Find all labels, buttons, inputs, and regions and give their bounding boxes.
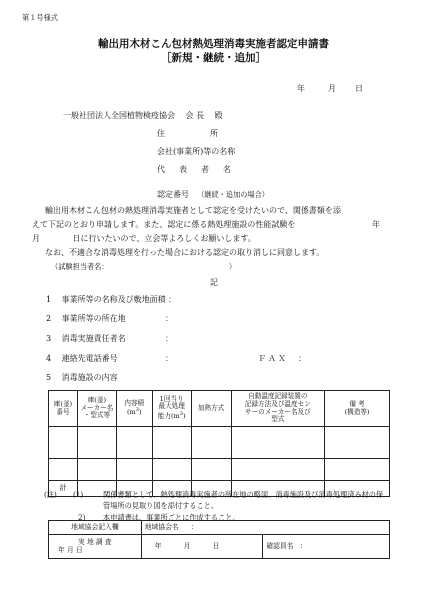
header-max-capacity-unit-a: 能力(m [157,412,180,421]
header-recorder-l3: サーのメーカー名及び [244,407,311,416]
cert-number-label: 認定番号 [157,190,189,199]
date-day-label: 日 [355,84,363,93]
inspection-day: 日 [212,541,220,550]
body-line-2: えて下記のとおり申請します。また、認定に係る熱処理施設の性能試験を [32,220,296,229]
contact-person [51,262,236,272]
cert-number-note: （継続・追加の場合） [197,190,269,199]
confirmer-label: 確認員名 [266,541,294,550]
item-3-number: 3 [46,334,52,343]
fax-label: ＦＡＸ [258,354,288,363]
recipient [63,110,223,121]
item-4-number: 4 [46,354,52,363]
item-1-number: 1 [46,295,52,304]
body-line-3-rest: 日に行いたいので、立会等よろしくお願いします。 [72,234,256,243]
recipient-org: 一般社団法人全国植物検疫協会 [63,111,175,120]
header-heating-method [191,391,231,427]
cell-remarks-2[interactable] [325,459,390,481]
cell-recorder[interactable] [231,427,325,459]
date-year-label: 年 [297,84,305,93]
header-volume [116,391,152,427]
item-5-label: 消毒施設の内容 [61,373,118,382]
header-chamber-number-l1: 庫(釜) [53,399,73,408]
item-3 [46,333,126,344]
cell-recorder-2[interactable] [231,459,325,481]
association-name-separator: ： [190,522,198,531]
header-volume-unit-sup: 3 [135,407,139,414]
facility-entry-row [49,427,390,459]
header-chamber-number [49,391,78,427]
inspection-year: 年 [154,541,162,550]
header-recorder-l2: 記録方法及び温度セン [244,399,311,408]
header-volume-l1: 内容積 [124,398,145,407]
header-volume-unit [117,407,152,417]
confirmer-separator: ： [299,541,307,550]
inspection-label-line-1: 実 地 調 査 [78,537,112,546]
item-2 [46,313,126,324]
association-name-cell[interactable] [141,521,389,535]
item-5-number: 5 [46,373,52,382]
header-max-capacity [152,391,191,427]
inspection-date-cell[interactable] [141,535,263,559]
inspection-label-line-2: 年 月 日 [58,545,83,554]
item-4 [46,353,118,364]
cell-chamber-number[interactable] [49,427,78,459]
cell-chamber-number-2[interactable] [49,459,78,481]
date-month-label: 月 [328,84,336,93]
header-recorder [231,391,325,427]
total-label: 計 [49,481,78,497]
note-1-line-1: 関係書類として、熱処理消毒実施者の所在地の略図、消毒施設及び消毒処理済み材の保 [103,490,384,499]
body-line-3 [32,233,256,244]
cell-remarks[interactable] [325,427,390,459]
association-field-label: 地域協会記入欄 [49,521,142,535]
header-heating-method-l1: 加熱方式 [197,403,225,412]
note-1-line-2: 管場所の見取り図を添付すること。 [103,501,219,510]
cell-max-capacity[interactable] [152,427,191,459]
header-chamber-number-l2: 番号 [56,407,70,416]
body-line-4: なお、不適合な消毒処理を行った場合における認定の取り消しに同意します。 [45,248,325,257]
item-3-label: 消毒実施責任者名 [61,334,126,343]
ki-heading: 記 [210,278,218,287]
header-maker-model-l2: メーカー名 [80,403,114,412]
applicant-address-label: 住所 [157,129,263,138]
header-maker-model-l1: 庫(釜) [87,395,107,404]
header-maker-model-l3: ・型式等 [83,411,111,420]
inspection-date-label [49,535,142,559]
note-2-text: 本申請書は、事業所ごとに作成すること。 [103,513,240,522]
facility-entry-row-2 [49,459,390,481]
applicant-representative-label: 代表者名 [157,165,245,174]
note-1-number: (1) [73,490,84,499]
header-volume-unit-a: (m [126,408,136,417]
applicant-cert-number [157,182,269,201]
body-line-3-month: 月 [32,234,40,243]
note-2-number: 2) [78,513,86,522]
item-1-label: 事業所等の名称及び敷地面積 ： [61,295,177,304]
item-5 [46,372,118,383]
header-max-capacity-l2: 最大処理 [158,402,185,411]
cell-maker-model[interactable] [77,427,116,459]
header-remarks-l1: 備 考 [349,399,365,408]
item-1 [46,294,176,305]
association-name-label: 地域協会名 [144,522,179,531]
contact-label: （試験担当者名： [51,262,109,271]
association-row-1 [49,521,390,535]
recipient-role: 会 長 [185,111,205,120]
body-line-2-year: 年 [372,220,380,229]
item-2-label: 事業所等の所在地 [61,314,126,323]
document-title: 輸出用木材こん包材熱処理消毒実施者認定申請書 [98,38,329,50]
cell-heating-method[interactable] [191,427,231,459]
cell-maker-model-2[interactable] [77,459,116,481]
application-type: ［新規・継続・追加］ [161,52,266,64]
contact-close: ） [228,262,237,271]
association-row-2 [49,535,390,559]
notes-label: (注) [44,490,57,499]
header-remarks [325,391,390,427]
form-number: 第１号様式 [22,13,58,22]
header-remarks-l2: (構造等) [344,407,370,416]
association-use-table [48,520,390,559]
item-3-separator: ： [165,334,173,343]
header-max-capacity-unit-sup: 3 [179,411,183,418]
fax-separator: ： [298,354,306,363]
cell-volume[interactable] [116,427,152,459]
header-maker-model [77,391,116,427]
facility-header-row [49,391,390,427]
header-volume-unit-b: ) [138,408,142,417]
applicant-company-label: 会社(事業所)等の名称 [157,147,236,156]
confirmer-cell[interactable] [263,535,390,559]
facility-table [48,390,390,497]
cell-volume-2[interactable] [116,459,152,481]
body-line-1: 輸出用木材こん包材の熱処理消毒実施者として認定を受けたいので、関係書類を添 [45,206,341,215]
cell-heating-method-2[interactable] [191,459,231,481]
item-4-label: 連絡先電話番号 [61,354,118,363]
item-2-number: 2 [46,314,52,323]
header-recorder-l4: 型式 [271,415,285,424]
item-2-separator: ： [165,314,173,323]
item-4-separator: ： [165,354,173,363]
header-max-capacity-unit-b: ) [182,412,186,421]
recipient-honorific: 殿 [214,111,223,120]
header-max-capacity-l1: 1回当り [159,394,184,403]
cell-max-capacity-2[interactable] [152,459,191,481]
header-recorder-l1: 自動温度記録装置の [248,391,308,400]
inspection-month: 月 [183,541,191,550]
header-max-capacity-unit [153,411,191,421]
